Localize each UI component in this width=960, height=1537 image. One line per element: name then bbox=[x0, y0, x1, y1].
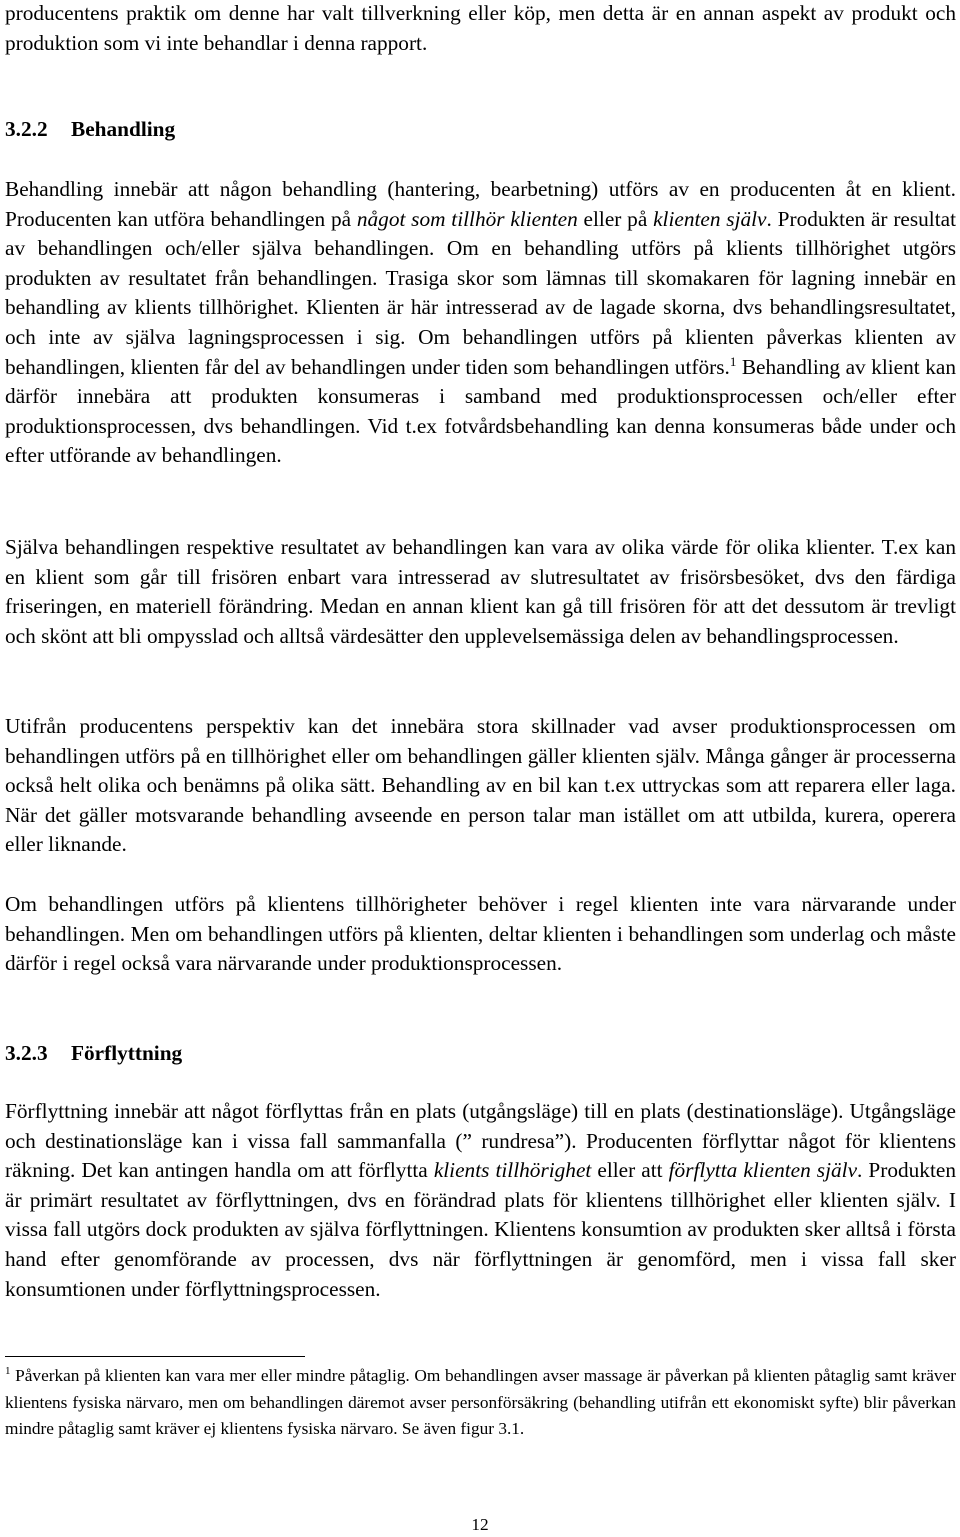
text-run: Behandling innebär att någon behandling (hantering, bearbetning) utförs av en producenten åt en klient. Producenten kan utföra behandlingen på bbox=[5, 177, 956, 231]
section-title: Förflyttning bbox=[71, 1041, 183, 1065]
paragraph-behandling-3: Utifrån producentens perspektiv kan det innebära stora skillnader vad avser produktionsprocessen om behandlingen utförs på en tillhörighet eller om behandlingen gäller klienten själv. Många gånger är processerna också helt olika och benämns på olika sätt. Behandling av en bil kan t.ex uttryckas som att reparera eller laga. När det gäller motsvarande behandling avseende en person talar man istället om att utbilda, kurera, operera eller liknande. bbox=[5, 714, 956, 857]
section-heading-forflyttning bbox=[5, 1039, 182, 1069]
text-run: eller att bbox=[591, 1158, 669, 1183]
emphasis-text: klients tillhörighet bbox=[433, 1158, 592, 1183]
text-run: . Produkten är resultat av behandlingen och/eller själva behandlingen. Om en behandling utförs på klients tillhörighet utgörs produkten av resultatet från behandlingen. Trasiga skor som lämnas till skomakaren för lagning innebär en behandling av klients tillhörighet. Klienten är här intresserad av de lagade skorna, dvs behandlingsresultatet, och inte av själva lagningsprocessen i sig. Om behandlingen utförs på klienten påverkas klienten av behandlingen, klienten får del av behandlingen under tiden som behandlingen utförs. bbox=[5, 206, 957, 379]
footnote-divider bbox=[5, 1356, 305, 1357]
paragraph-intro: producentens praktik om denne har valt tillverkning eller köp, men detta är en annan aspekt av produkt och produktion som vi inte behandlar i denna rapport. bbox=[5, 1, 956, 55]
paragraph-forflyttning-1 bbox=[5, 1097, 956, 1304]
text-run: . Produkten är primärt resultatet av förflyttningen, dvs en förändrad plats för klientens tillhörighet eller klienten själv. I vissa fall utgörs dock produkten av själva förflyttningen. Klientens konsumtion av produkten sker alltså i första hand efter genomförande av processen, dvs när förflyttningen är genomförd, men i vissa fall sker konsumtionen under förflyttningsprocessen. bbox=[5, 1158, 956, 1301]
text-run: eller på bbox=[577, 206, 654, 231]
emphasis-text: förflytta klienten själv bbox=[668, 1158, 858, 1183]
footnote-text: Påverkan på klienten kan vara mer eller mindre påtaglig. Om behandlingen avser massage är påverkan på klienten påtaglig samt kräver klientens fysiska närvaro, men om behandlingen däremot avser personförsäkring (behandling utifrån ett ekonomiskt syfte) blir påverkan mindre påtaglig samt kräver ej klientens fysiska närvaro. Se även figur 3.1. bbox=[5, 1366, 956, 1438]
paragraph-behandling-4: Om behandlingen utförs på klientens tillhörigheter behöver i regel klienten inte vara närvarande under behandlingen. Men om behandlingen utförs på klienten, deltar klienten i behandlingen som underlag och måste därför i regel också vara närvarande under produktionsprocessen. bbox=[5, 892, 956, 976]
footnote-ref: 1 bbox=[729, 353, 737, 369]
section-heading-behandling bbox=[5, 115, 175, 145]
section-number: 3.2.2 bbox=[5, 117, 48, 141]
footnote-marker: 1 bbox=[5, 1365, 11, 1378]
text-run: Behandling av klient kan därför innebära att produkten konsumeras i samband med produktionsprocessen och/eller efter produktionsprocessen, dvs behandlingen. Vid t.ex fotvårdsbehandling kan denna konsumeras både under och efter utförande av behandlingen. bbox=[5, 354, 956, 468]
paragraph-behandling-2: Själva behandlingen respektive resultatet av behandlingen kan vara av olika värde för olika klienter. T.ex kan en klient som går till frisören enbart vara intresserad av slutresultatet av frisörsbesöket, dvs den färdiga friseringen, en materiell förändring. Medan en annan klient kan gå till frisören för att det dessutom är trevligt och skönt att bli ompysslad och alltså värdesätter den upplevelsemässiga delen av behandlingsprocessen. bbox=[5, 535, 956, 648]
section-title: Behandling bbox=[71, 117, 176, 141]
emphasis-text: klienten själv bbox=[653, 206, 767, 231]
page-number: 12 bbox=[471, 1515, 489, 1534]
text-run: Förflyttning innebär att något förflyttas från en plats (utgångsläge) till en plats (destinationsläge). Utgångsläge och destinationsläge kan i vissa fall sammanfalla (” rundresa”). Producenten förflyttar något för klientens räkning. Det kan antingen handla om att förflytta bbox=[5, 1099, 956, 1183]
emphasis-text: något som tillhör klienten bbox=[356, 206, 578, 231]
paragraph-behandling-1 bbox=[5, 175, 956, 471]
section-number: 3.2.3 bbox=[5, 1041, 48, 1065]
footnote bbox=[5, 1363, 956, 1443]
